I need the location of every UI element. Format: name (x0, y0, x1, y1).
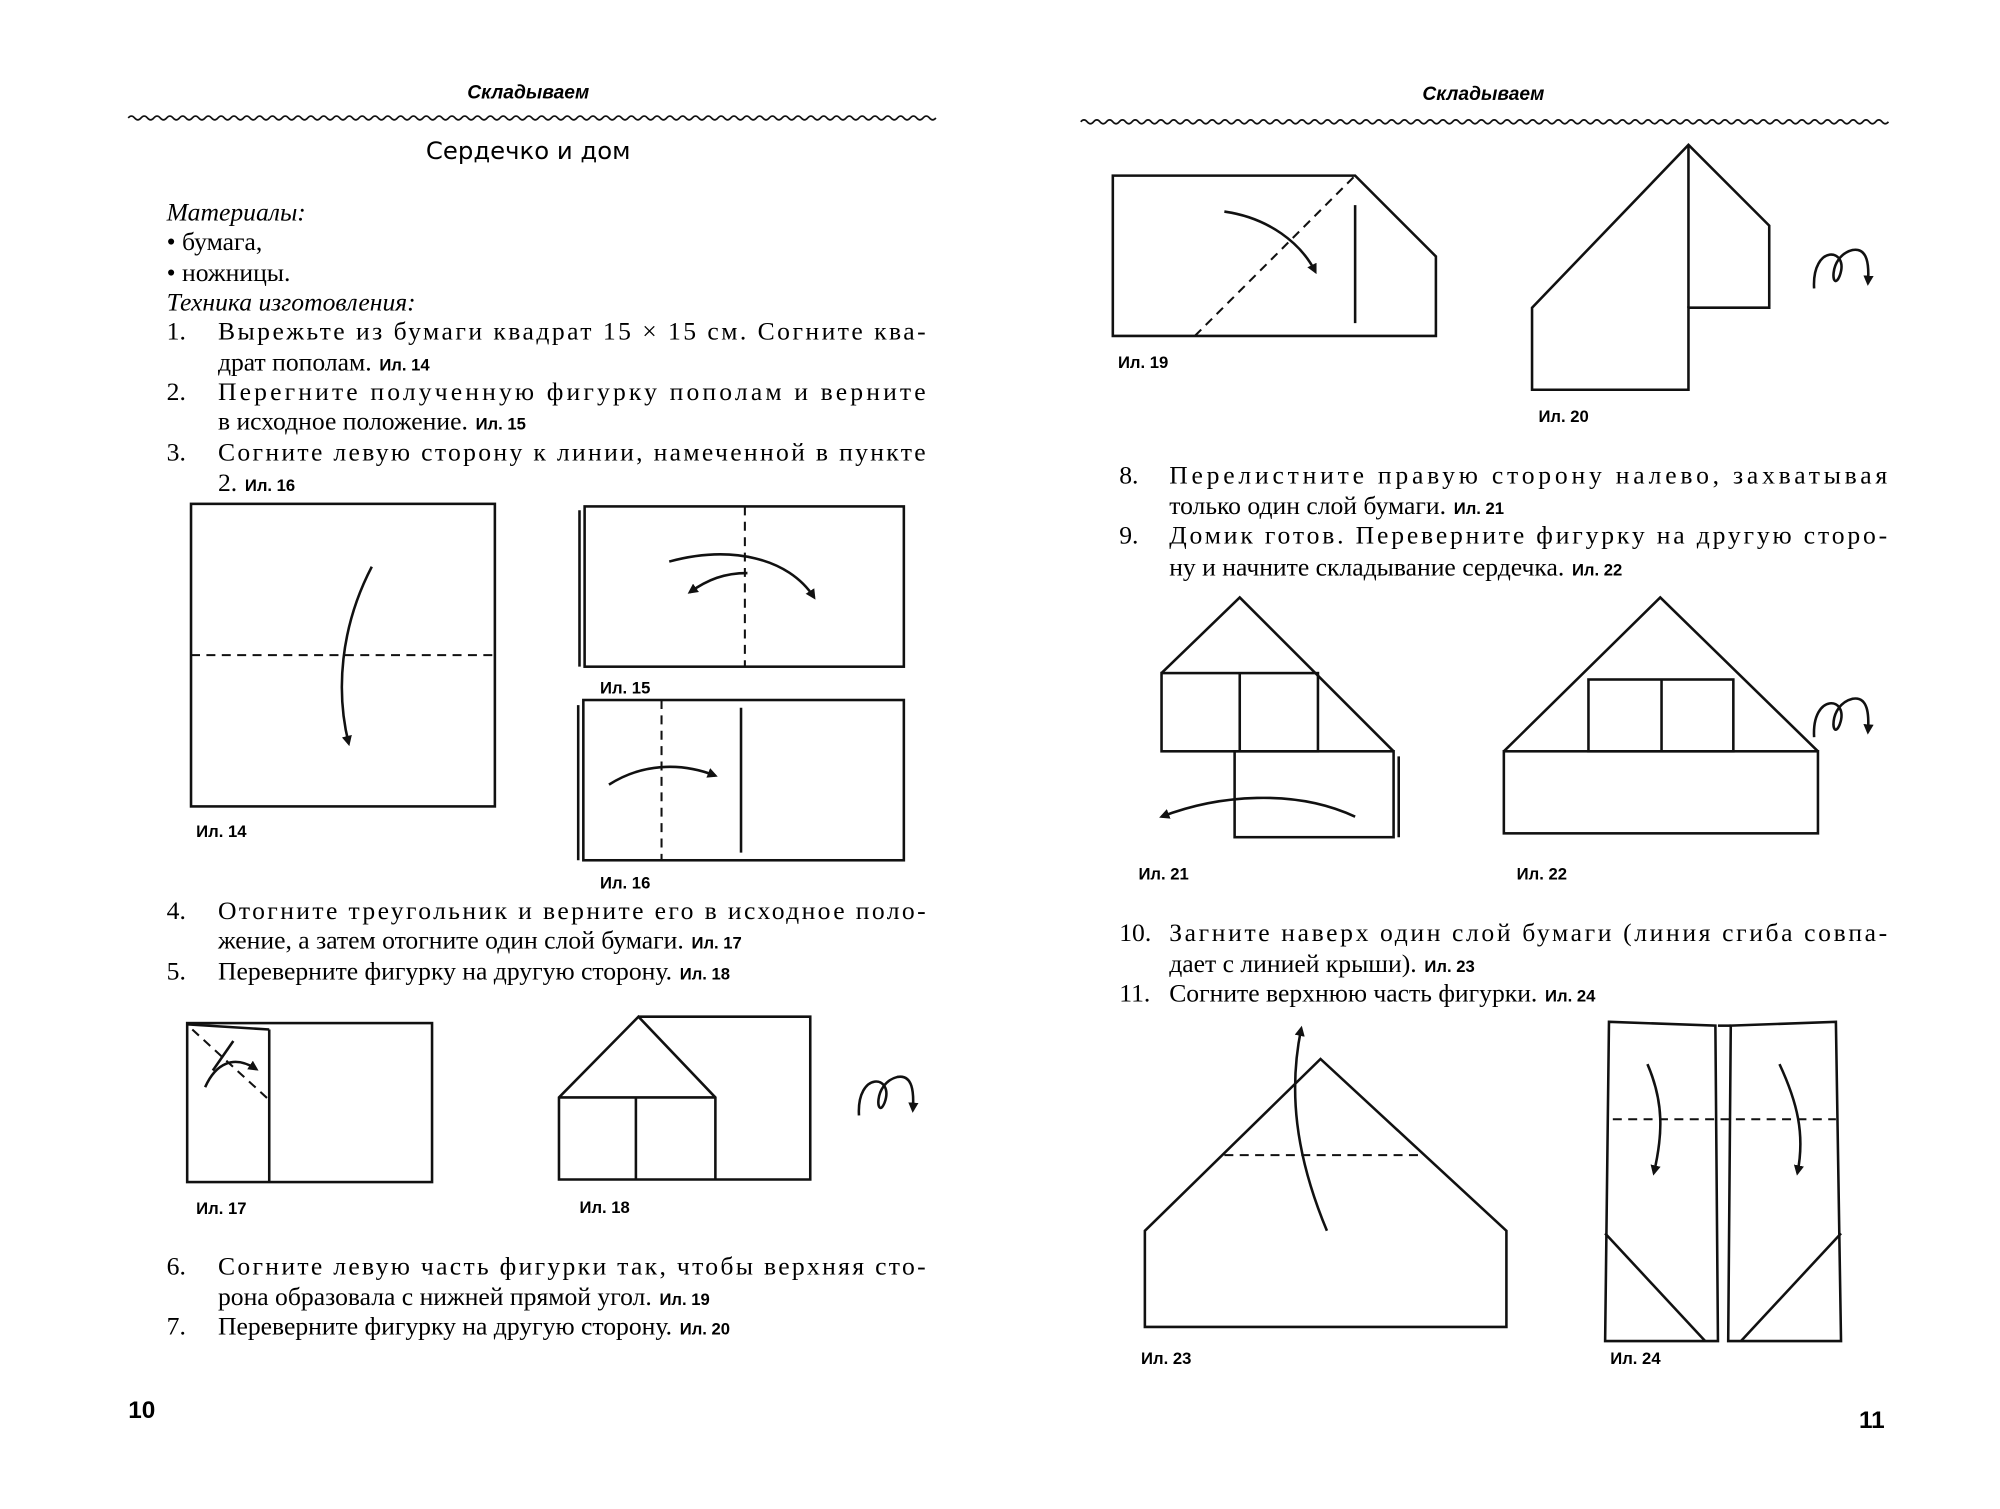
figure-17 (187, 1023, 432, 1218)
illustration-ref: Ил. 15 (475, 414, 526, 434)
step-text-line: Переверните фигурку на другую сторону. Ил. 18 (217, 956, 731, 986)
step-text-line: рона образовала с нижней прямой угол. Ил. 19 (217, 1282, 710, 1312)
step-number: 6. (166, 1251, 186, 1281)
figure-18 (559, 1017, 913, 1217)
steps-list-left (167, 317, 926, 1341)
caption: Ил. 21 (1138, 864, 1189, 884)
caption: Ил. 18 (579, 1197, 630, 1217)
figure-22 (1504, 597, 1868, 883)
caption: Ил. 24 (1610, 1349, 1661, 1369)
step-text-line: ну и начните складывание сердечка. Ил. 22 (1169, 552, 1623, 582)
figure-23 (1141, 1028, 1506, 1368)
step-number: 7. (166, 1311, 186, 1341)
illustration-ref: Ил. 16 (244, 476, 296, 496)
illustration-ref: Ил. 23 (1424, 956, 1475, 976)
illustration-ref: Ил. 18 (679, 964, 731, 984)
illustration-ref: Ил. 17 (691, 933, 742, 953)
caption: Ил. 23 (1141, 1349, 1192, 1369)
step-text-line: Согните левую часть фигурки так, чтобы верхняя сто- (217, 1251, 926, 1281)
technique-heading: Техника изготовления: (166, 287, 416, 317)
step-text-line: жение, а затем отогните один слой бумаги. Ил. 17 (217, 925, 742, 955)
left-page (128, 83, 936, 1424)
flip-over-icon (1814, 698, 1868, 737)
step-text-line: Переверните фигурку на другую сторону. Ил. 20 (217, 1311, 731, 1341)
step-text-line: Согните верхнюю часть фигурки. Ил. 24 (1169, 978, 1596, 1008)
illustration-ref: Ил. 21 (1453, 499, 1505, 519)
step-number: 10. (1119, 918, 1152, 948)
step-number: 8. (1119, 460, 1139, 490)
steps-list-right (1119, 460, 1887, 1007)
step-text-line: только один слой бумаги. Ил. 21 (1169, 491, 1505, 521)
materials-heading: Материалы: (166, 197, 306, 227)
illustration-ref: Ил. 24 (1545, 986, 1596, 1006)
step-number: 1. (166, 316, 186, 346)
figure-21 (1138, 597, 1398, 883)
material-item: • бумага, (166, 227, 263, 257)
page-number: 11 (1858, 1407, 1885, 1435)
step-number: 11. (1119, 978, 1151, 1008)
figure-16 (578, 700, 904, 892)
step-text-line: Загните наверх один слой бумаги (линия сгиба совпа- (1169, 918, 1888, 948)
caption: Ил. 15 (599, 678, 651, 698)
step-text-line: Вырежьте из бумаги квадрат 15 × 15 см. Согните ква- (217, 316, 926, 346)
step-text-line: драт пополам. Ил. 14 (217, 347, 430, 377)
wavy-divider (1081, 120, 1889, 124)
step-text-line: Домик готов. Переверните фигурку на другую сторо- (1169, 520, 1888, 550)
step-text-line: Согните левую сторону к линии, намеченной в пункте (217, 437, 926, 467)
caption: Ил. 19 (1117, 352, 1169, 372)
step-text-line: Отогните треугольник и верните его в исходное поло- (217, 896, 926, 926)
step-number: 3. (166, 437, 186, 467)
step-text-line: Перелистните правую сторону налево, захватывая (1169, 460, 1888, 490)
caption: Ил. 20 (1538, 406, 1589, 426)
illustration-ref: Ил. 19 (659, 1290, 710, 1310)
figure-24 (1605, 1022, 1841, 1368)
step-text-line: дает с линией крыши). Ил. 23 (1169, 948, 1475, 978)
step-number: 5. (166, 956, 186, 986)
caption: Ил. 16 (599, 873, 651, 893)
running-header: Складываем (1422, 84, 1545, 106)
wavy-divider (128, 116, 936, 120)
step-text-line: Перегните полученную фигурку пополам и верните (217, 377, 926, 407)
caption: Ил. 22 (1516, 864, 1568, 884)
flip-over-icon (859, 1077, 913, 1116)
material-item: • ножницы. (166, 257, 291, 287)
caption: Ил. 17 (196, 1199, 247, 1219)
figure-14 (191, 504, 495, 841)
step-number: 4. (166, 896, 186, 926)
figure-15 (579, 506, 903, 697)
caption: Ил. 14 (196, 822, 247, 842)
step-number: 9. (1119, 520, 1139, 550)
step-number: 2. (166, 377, 186, 407)
illustration-ref: Ил. 20 (679, 1319, 731, 1339)
step-text-line: в исходное положение. Ил. 15 (217, 406, 526, 436)
page-number: 10 (128, 1396, 156, 1424)
running-header: Складываем (467, 82, 590, 104)
page-title: Сердечко и дом (425, 135, 631, 165)
flip-over-icon (1814, 250, 1868, 289)
illustration-ref: Ил. 14 (379, 355, 430, 375)
step-text-line: 2. Ил. 16 (217, 468, 296, 498)
figure-20 (1532, 145, 1868, 426)
illustration-ref: Ил. 22 (1571, 560, 1623, 580)
figure-19 (1113, 176, 1436, 372)
right-page (1081, 84, 1889, 1434)
